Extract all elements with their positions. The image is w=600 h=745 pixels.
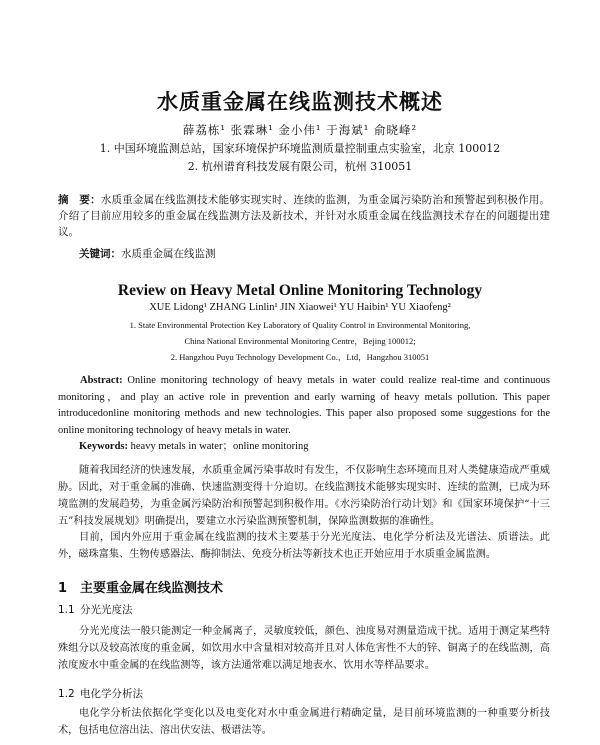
- subsection-number: 1.2: [58, 688, 75, 700]
- keywords-en: [79, 438, 549, 453]
- affiliation-en-2: China National Environmental Monitoring Centre，Bejing 100012;: [184, 336, 416, 346]
- affiliation-en-1: 1. State Environmental Protection Key Laboratory of Quality Control in Environmental Monitoring,: [129, 320, 471, 330]
- author-list-zh: 薛荔栋¹ 张霖琳¹ 金小伟¹ 于海斌¹ 俞晓峰²: [182, 123, 418, 137]
- section-title: 主要重金属在线监测技术: [80, 581, 224, 596]
- section-number: 1: [58, 581, 68, 596]
- keywords-zh-label: 关键词：: [79, 248, 121, 260]
- abstract-zh-label: 摘 要：: [58, 194, 101, 206]
- keywords-zh-text: 水质重金属在线监测: [121, 248, 216, 260]
- intro-paragraph-2: 目前，国内外应用于重金属在线监测的技术主要基于分光光度法、电化学分析法及光谱法、质谱法。此外，磁珠富集、生物传感器法、酶抑制法、免疫分析法等新技术也正开始应用于水质重金属监测。: [58, 532, 550, 560]
- paper-title-en: Review on Heavy Metal Online Monitoring Technology: [117, 282, 483, 299]
- affiliation-en-3: 2. Hangzhou Puyu Technology Development Co.，Ltd，Hangzhou 310051: [170, 352, 430, 362]
- affiliation-zh-2: 2. 杭州谱育科技发展有限公司，杭州 310051: [187, 160, 413, 173]
- subsection-heading-1-1: [58, 602, 133, 617]
- abstract-en-label: Abstract:: [80, 375, 123, 386]
- keywords-zh: [79, 246, 549, 261]
- author-list-en: XUE Lidong¹ ZHANG Linlin¹ JIN Xiaowei¹ YU Haibin¹ YU Xiaofeng²: [149, 302, 451, 313]
- abstract-zh: [58, 192, 550, 240]
- section-heading-1: [58, 577, 223, 596]
- abstract-zh-text: 水质重金属在线监测技术能够实现实时、连续的监测，为重金属污染防治和预警起到积极作用。介绍了目前应用较多的重金属在线监测方法及新技术，并针对水质重金属在线监测技术存在的问题提出建议。: [58, 194, 551, 238]
- paper-title-zh: 水质重金属在线监测技术概述: [157, 89, 443, 114]
- abstract-en: [58, 373, 550, 439]
- intro-paragraph-1: 随着我国经济的快速发展，水质重金属污染事故时有发生，不仅影响生态环境而且对人类健康造成严重威胁。因此，对于重金属的准确、快速监测变得十分迫切。在线监测技术能够实现实时、连续的监测，已成为环境监测的发展趋势，为重金属污染防治和预警起到积极作用。《水污染防治行动计划》和《国家环境保护“十三五”科技发展规划》明确提出，要建立水污染监测预警机制，保障监测数据的准确性。: [58, 465, 550, 527]
- affiliation-zh-1: 1. 中国环境监测总站，国家环境保护环境监测质量控制重点实验室，北京 100012: [99, 142, 501, 155]
- body-paragraph-electrochemical: 电化学分析法依据化学变化以及电变化对水中重金属进行精确定量，是目前环境监测的一种重要分析技术，包括电位溶出法、溶出伏安法、极谱法等。: [58, 708, 550, 736]
- subsection-heading-1-2: [58, 686, 143, 701]
- keywords-en-label: Keywords:: [79, 441, 128, 452]
- subsection-title: 电化学分析法: [80, 688, 143, 700]
- subsection-title: 分光光度法: [80, 604, 133, 616]
- subsection-number: 1.1: [58, 604, 75, 616]
- abstract-en-text: Online monitoring technology of heavy metals in water could realize real-time and continuous monitoring，and play an active role in prevention and early warning of heavy metals pollution. This paper introducedonline monitoring methods and new technologies. This paper also proposed some suggestions for the online monitoring technology of heavy metals in water.: [58, 375, 551, 436]
- body-paragraph-spectrophotometry: 分光光度法一般只能测定一种金属离子，灵敏度较低，颜色、浊度易对测量造成干扰。适用于测定某些特殊组分以及较高浓度的重金属，如饮用水中含量相对较高并且对人体危害性不大的锌、铜离子的在线监测，高浓度废水中重金属的在线监测等，该方法通常难以满足地表水、饮用水等样品要求。: [58, 626, 550, 671]
- keywords-en-text: heavy metals in water；online monitoring: [130, 441, 309, 452]
